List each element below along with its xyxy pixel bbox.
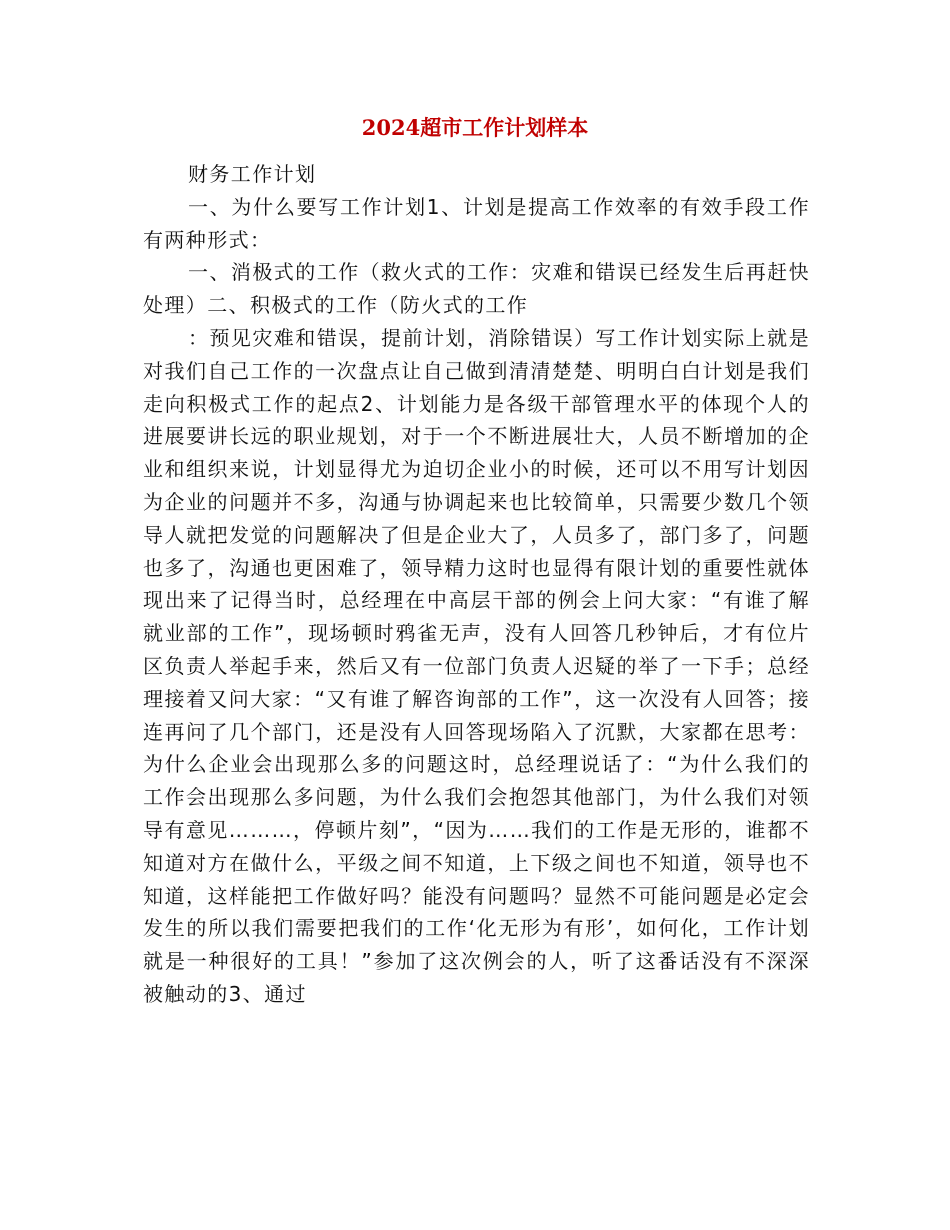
paragraph: 一、为什么要写工作计划1、计划是提高工作效率的有效手段工作有两种形式： <box>143 194 810 252</box>
paragraph: ：预见灾难和错误，提前计划，消除错误）写工作计划实际上就是对我们自己工作的一次盘点让自己做到清清楚楚、明明白白计划是我们走向积极式工作的起点2、计划能力是各级干部管理水平的体现个人的进展要讲长远的职业规划，对于一个不断进展壮大，人员不断增加的企业和组织来说，计划显得尤为迫切企业小的时候，还可以不用写计划因为企业的问题并不多，沟通与协调起来也比较简单，只需要少数几个领导人就把发觉的问题解决了但是企业大了，人员多了，部门多了，问题也多了，沟通也更困难了，领导精力这时也显得有限计划的重要性就体现出来了记得当时，总经理在中高层干部的例会上问大家：“有谁了解就业部的工作”，现场顿时鸦雀无声，没有人回答几秒钟后，才有位片区负责人举起手来，然后又有一位部门负责人迟疑的举了一下手；总经理接着又问大家：“又有谁了解咨询部的工作”，这一次没有人回答；接连再问了几个部门，还是没有人回答现场陷入了沉默，大家都在思考：为什么企业会出现那么多的问题这时，总经理说话了：“为什么我们的工作会出现那么多问题，为什么我们会抱怨其他部门，为什么我们对领导有意见………，停顿片刻”，“因为……我们的工作是无形的，谁都不知道对方在做什么，平级之间不知道，上下级之间也不知道，领导也不知道，这样能把工作做好吗？能没有问题吗？显然不可能问题是必定会发生的所以我们需要把我们的工作‘化无形为有形’，如何化，工作计划就是一种很好的工具！”参加了这次例会的人，听了这番话没有不深深被触动的3、通过 <box>143 325 810 1006</box>
document-title: 2024超市工作计划样本 <box>361 115 589 140</box>
paragraph-heading: 财务工作计划 <box>188 162 317 186</box>
document-body <box>143 158 810 1011</box>
paragraph: 一、消极式的工作（救火式的工作：灾难和错误已经发生后再赶快处理）二、积极式的工作（防火式的工作 <box>143 260 810 318</box>
